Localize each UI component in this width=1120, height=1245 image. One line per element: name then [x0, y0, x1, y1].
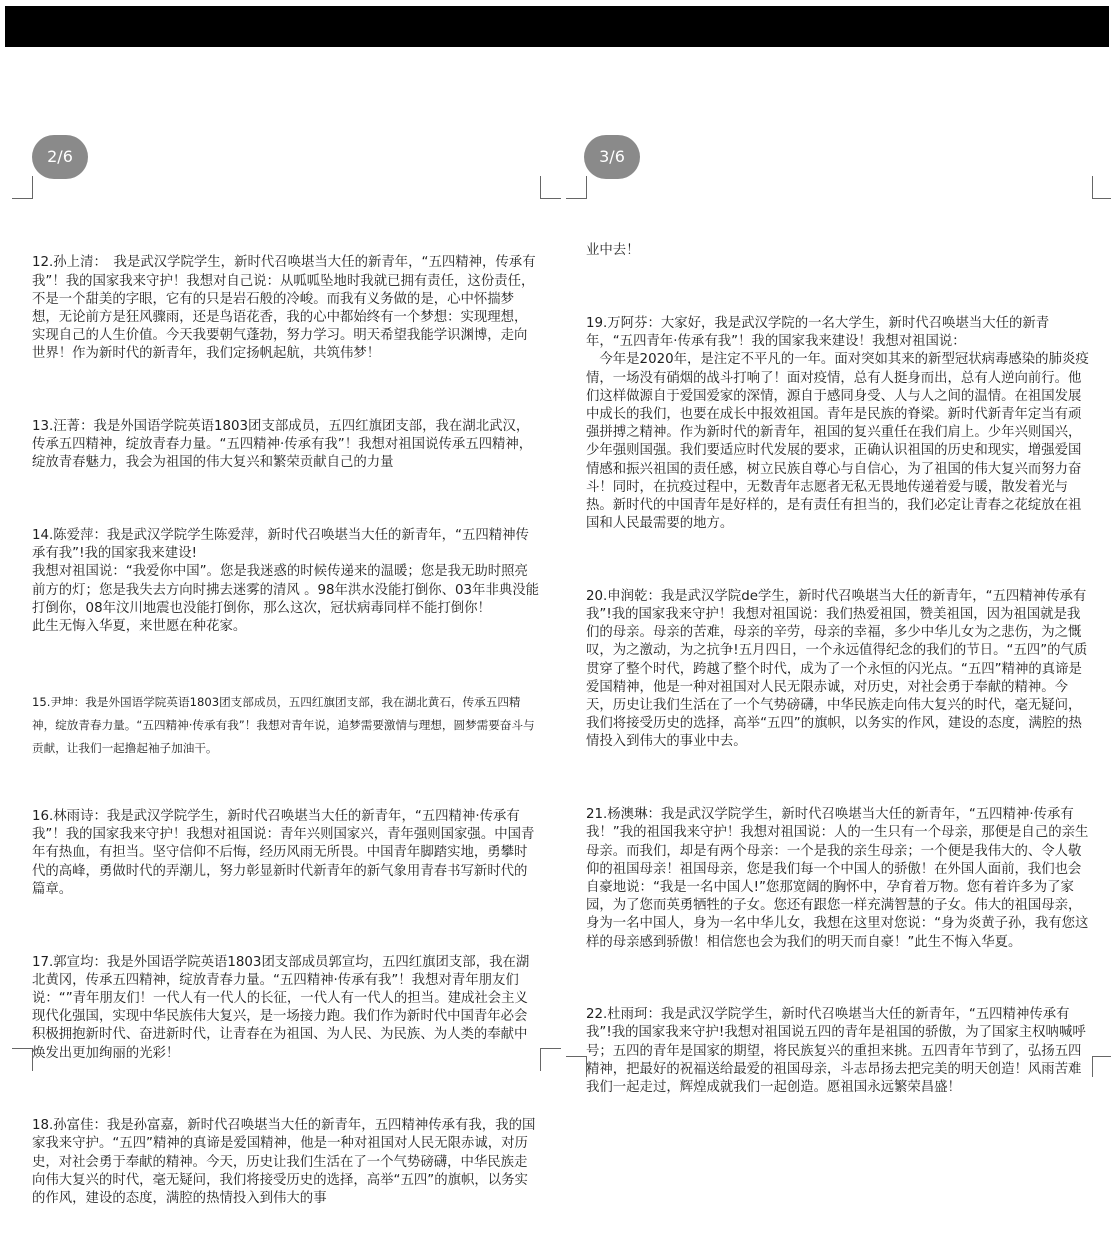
entry-paragraph: 14.陈爱萍：我是武汉学院学生陈爱萍，新时代召唤堪当大任的新青年，“五四精神传承有我”!我的国家我来建设! 我想对祖国说：“我爱你中国”。您是我迷惑的时候传递来的温暖；您是我无助时照亮前方的灯；您是我失去方向时拂去迷雾的清风 。98年洪水没能打倒你、03年非典没能打倒你，08年汶川地震也没能打倒你，那么这次，冠状病毒同样不能打倒你！ 此生无悔入华夏，来世愿在种花家。	[32, 528, 540, 635]
crop-mark-top-right	[540, 176, 561, 199]
entry-paragraph: 业中去！	[586, 243, 640, 259]
crop-mark-bottom-right	[1092, 1056, 1111, 1077]
crop-mark-top-left	[12, 176, 33, 199]
entry-paragraph: 13.汪菁：我是外国语学院英语1803团支部成员，五四红旗团支部，我在湖北武汉，传承五四精神，绽放青春力量。“五四精神·传承有我”！我想对祖国说传承五四精神，绽放青春魅力，我会为祖国的伟大复兴和繁荣贡献自己的力量	[32, 419, 533, 471]
document-page-2	[0, 0, 560, 1206]
page-number-badge: 2/6	[32, 135, 88, 179]
page-number-badge: 3/6	[584, 135, 640, 179]
document-page-3	[560, 0, 1120, 1095]
page-text-column	[32, 218, 540, 1245]
crop-mark-bottom-right	[540, 1048, 561, 1071]
crop-mark-bottom-left	[566, 1056, 587, 1077]
crop-mark-bottom-left	[12, 1048, 33, 1071]
entry-paragraph: 16.林雨诗：我是武汉学院学生，新时代召唤堪当大任的新青年，“五四精神·传承有我”！我的国家我来守护！我想对祖国说：青年兴则国家兴，青年强则国家强。中国青年有热血，有担当。坚守信仰不后悔，经历风雨无所畏。中国青年脚踏实地，勇攀时代的高峰，勇做时代的弄潮儿，努力彰显新时代新青年的新气象用青春书写新时代的篇章。	[32, 809, 535, 897]
entry-paragraph: 17.郭宣均：我是外国语学院英语1803团支部成员郭宣均，五四红旗团支部，我在湖北黄冈，传承五四精神，绽放青春力量。“五四精神·传承有我”！我想对青年朋友们说：“”青年朋友们！一代人有一代人的长征，一代人有一代人的担当。建成社会主义现代化强国，实现中华民族伟大复兴，是一场接力跑。我们作为新时代中国青年必会积极拥抱新时代、奋进新时代，让青春在为祖国、为人民、为民族、为人类的奉献中焕发出更加绚丽的光彩！	[32, 954, 530, 1061]
crop-mark-top-left	[566, 176, 587, 199]
page-text-column	[586, 206, 1092, 1134]
entry-paragraph: 21.杨澳琳：我是武汉学院学生，新时代召唤堪当大任的新青年，“五四精神·传承有我！”我的祖国我来守护！我想对祖国说：人的一生只有一个母亲，那便是自己的亲生母亲。而我们，却是有两个母亲：一个是我的亲生母亲；一个便是我伟大的、令人敬仰的祖国母亲！祖国母亲，您是我们每一个中国人的骄傲！在外国人面前，我们也会自豪地说：“我是一名中国人!”您那宽阔的胸怀中，孕育着万物。您有着许多为了家园，为了您而英勇牺牲的子女。您还有跟您一样充满智慧的子女。伟大的祖国母亲，身为一名中国人，身为一名中华儿女，我想在这里对您说：“身为炎黄子孙，我有您这样的母亲感到骄傲！相信您也会为我们的明天而自豪！”此生不悔入华夏。	[586, 807, 1089, 950]
entry-paragraph: 18.孙富佳：我是孙富嘉，新时代召唤堪当大任的新青年，五四精神传承有我，我的国家我来守护。“五四”精神的真谛是爱国精神，他是一种对祖国对人民无限赤诚，对历史，对社会勇于奉献的精神。今天，历史让我们生活在了一个气势磅礴，中华民族走向伟大复兴的时代，毫无疑问，我们将接受历史的选择，高举“五四”的旗帜，以务实的作风，建设的态度，满腔的热情投入到伟大的事	[32, 1118, 536, 1206]
entry-paragraph: 22.杜雨珂：我是武汉学院学生，新时代召唤堪当大任的新青年，“五四精神传承有我”!我的国家我来守护!我想对祖国说五四的青年是祖国的骄傲，为了国家主权呐喊呼号；五四的青年是国家的期望，将民族复兴的重担来挑。五四青年节到了，弘扬五四精神，把最好的祝福送给最爱的祖国母亲，斗志昂扬去把完美的明天创造！风雨苦难我们一起走过，辉煌成就我们一起创造。愿祖国永远繁荣昌盛！	[586, 1007, 1086, 1095]
entry-paragraph: 12.孙上清： 我是武汉学院学生，新时代召唤堪当大任的新青年，“五四精神，传承有我”！我的国家我来守护！我想对自己说：从呱呱坠地时我就已拥有责任，这份责任，不是一个甜美的字眼，它有的只是岩石般的冷峻。而我有义务做的是，心中怀揣梦想，无论前方是狂风骤雨，还是鸟语花香，我的心中都始终有一个梦想：实现理想，实现自己的人生价值。今天我要朝气蓬勃，努力学习。明天希望我能学识渊博，走向世界！作为新时代的新青年，我们定扬帆起航，共筑伟梦！	[32, 255, 536, 362]
crop-mark-top-right	[1092, 176, 1111, 199]
entry-paragraph: 19.万阿芬：大家好，我是武汉学院的一名大学生，新时代召唤堪当大任的新青年，“五四青年·传承有我”！我的国家我来建设！我想对祖国说： 今年是2020年，是注定不平凡的一年。面对突如其来的新型冠状病毒感染的肺炎疫情，一场没有硝烟的战斗打响了！面对疫情，总有人挺身而出，总有人逆向前行。他们这样做源自于爱国爱家的深情，源自于感同身受、人与人之间的温情。在祖国发展中成长的我们，也要在成长中报效祖国。青年是民族的脊梁。新时代新青年定当有顽强拼搏之精神。作为新时代的新青年，祖国的复兴重任在我们肩上。少年兴则国兴，少年强则国强。我们要适应时代发展的要求，正确认识祖国的历史和现实，增强爱国情感和振兴祖国的责任感，树立民族自尊心与自信心，为了祖国的伟大复兴而努力奋斗！同时，在抗疫过程中，无数青年志愿者无私无畏地传递着爱与暖，散发着光与热。新时代的中国青年是好样的，是有责任有担当的，我们必定让青春之花绽放在祖国和人民最需要的地方。	[586, 316, 1089, 532]
entry-paragraph: 20.申润乾：我是武汉学院de学生，新时代召唤堪当大任的新青年，“五四精神传承有我”!我的国家我来守护！我想对祖国说：我们热爱祖国，赞美祖国，因为祖国就是我们的母亲。母亲的苦难，母亲的辛劳，母亲的幸福，多少中华儿女为之悲伤，为之慨叹，为之激动，为之抗争!五月四日，一个永远值得纪念的我们的节日。“五四”的气质贯穿了整个时代，跨越了整个时代，成为了一个永恒的闪光点。“五四”精神的真谛是爱国精神，他是一种对祖国对人民无限赤诚，对历史，对社会勇于奉献的精神。今天，历史让我们生活在了一个气势磅礴，中华民族走向伟大复兴的时代，毫无疑问，我们将接受历史的选择，高举“五四”的旗帜，以务实的作风，建设的态度，满腔的热情投入到伟大的事业中去。	[586, 588, 1088, 750]
entry-paragraph: 15.尹坤：我是外国语学院英语1803团支部成员，五四红旗团支部，我在湖北黄石，传承五四精神，绽放青春力量。“五四精神·传承有我”！我想对青年说，追梦需要激情与理想，圆梦需要奋斗与贡献，让我们一起撸起袖子加油干。	[32, 694, 535, 755]
